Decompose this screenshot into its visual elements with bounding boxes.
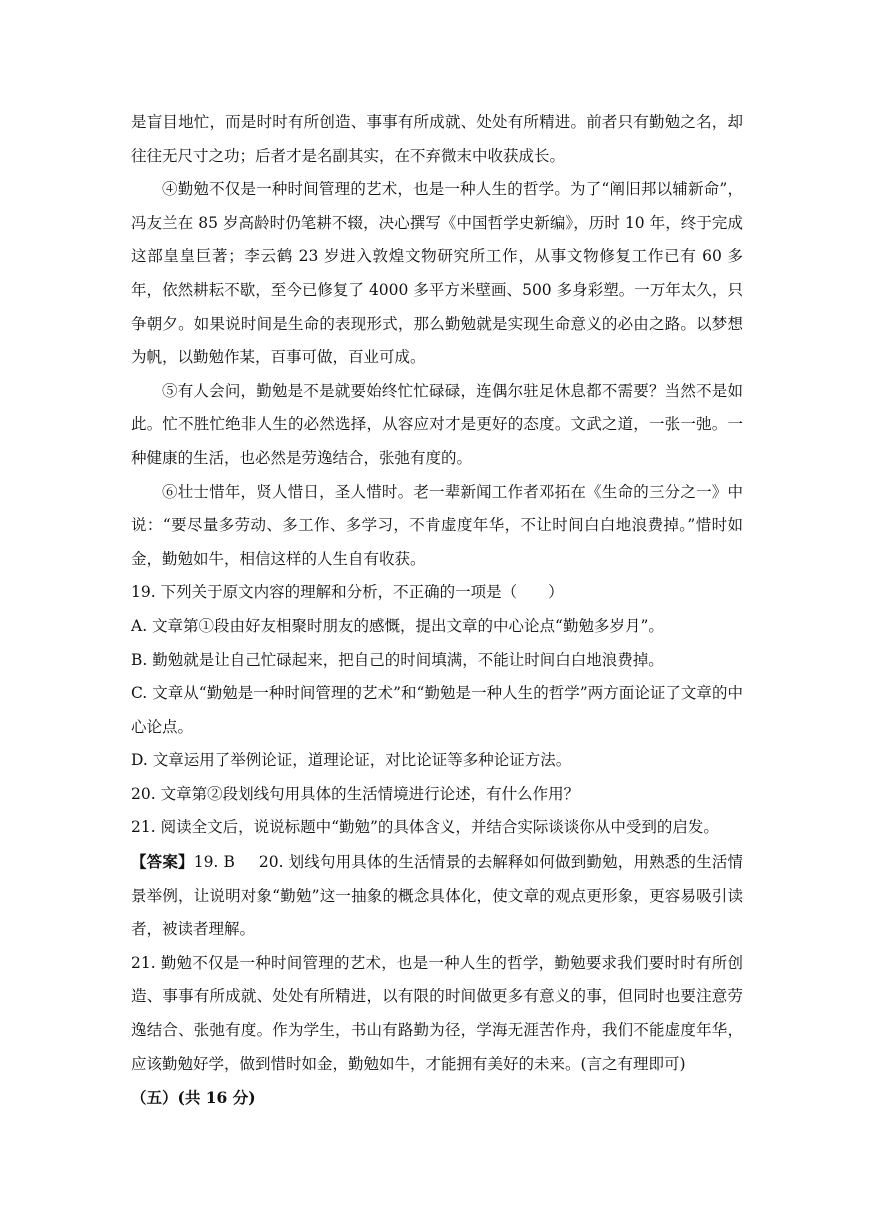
section-heading: （五）(共 16 分) (131, 1088, 256, 1108)
answer-21: 21. 勤勉不仅是一种时间管理的艺术，也是一种人生的哲学，勤勉要求我们要时时有所创造、事事有所成就、处处有所精进，以有限的时间做更多有意义的事，但同时也要注意劳逸结合、张弛有度。作为学生，书山有路勤为径，学海无涯苦作舟，我们不能虚度年华，应该勤勉好学，做到惜时如金，勤勉如牛，才能拥有美好的未来。(言之有理即可) (131, 953, 743, 1073)
answer-20: 20. 划线句用具体的生活情景的去解释如何做到勤勉，用熟悉的生活情景举例，让说明对象“勤勉”这一抽象的概念具体化，使文章的观点更形象，更容易吸引读者，被读者理解。 (131, 853, 743, 939)
question-19-option-a: A. 文章第①段由好友相聚时朋友的感慨，提出文章的中心论点“勤勉多岁月”。 (131, 616, 664, 635)
article-paragraph-4: ④勤勉不仅是一种时间管理的艺术，也是一种人生的哲学。为了“阐旧邦以辅新命”，冯友兰在 85 岁高龄时仍笔耕不辍，决心撰写《中国哲学史新编》，历时 10 年，终于完成这部皇皇巨著；李云鹤 23 岁进入敦煌文物研究所工作，从事文物修复工作已有 60 多年，依然耕耘不歇，至今已修复了 4000 多平方米壁画、500 多身彩塑。一万年太久，只争朝夕。如果说时间是生命的表现形式，那么勤勉就是实现生命意义的必由之路。以梦想为帆，以勤勉作某，百事可做，百业可成。 (131, 180, 743, 367)
question-19-option-d: D. 文章运用了举例论证，道理论证，对比论证等多种论证方法。 (131, 751, 572, 770)
question-19-option-b: B. 勤勉就是让自己忙碌起来，把自己的时间填满，不能让时间白白地浪费掉。 (131, 650, 664, 669)
question-21: 21. 阅读全文后，说说标题中“勤勉”的具体含义，并结合实际谈谈你从中受到的启发。 (131, 818, 719, 837)
article-paragraph-3-tail: 是盲目地忙，而是时时有所创造、事事有所成就、处处有所精进。前者只有勤勉之名，却往往无尺寸之功；后者才是名副其实，在不弃微末中收获成长。 (131, 113, 743, 165)
answer-label: 【答案】 (131, 852, 194, 872)
document-page (131, 106, 743, 1115)
question-19: 19. 下列关于原文内容的理解和分析，不正确的一项是（ ） (131, 583, 564, 602)
article-paragraph-5: ⑤有人会问，勤勉是不是就要始终忙忙碌碌，连偶尔驻足休息都不需要？当然不是如此。忙不胜忙绝非人生的必然选择，从容应对才是更好的态度。文武之道，一张一弛。一种健康的生活，也必然是劳逸结合，张弛有度的。 (131, 381, 743, 467)
answer-block (131, 845, 743, 947)
question-20: 20. 文章第②段划线句用具体的生活情境进行论述，有什么作用？ (131, 784, 580, 803)
answer-19: 19. B (193, 853, 235, 872)
article-paragraph-6: ⑥壮士惜年，贤人惜日，圣人惜时。老一辈新闻工作者邓拓在《生命的三分之一》中说：“要尽量多劳动、多工作、多学习，不肯虚度年华，不让时间白白地浪费掉。”惜时如金，勤勉如牛，相信这样的人生自有收获。 (131, 482, 743, 568)
question-19-option-c: C. 文章从“勤勉是一种时间管理的艺术”和“勤勉是一种人生的哲学”两方面论证了文章的中心论点。 (131, 684, 743, 736)
